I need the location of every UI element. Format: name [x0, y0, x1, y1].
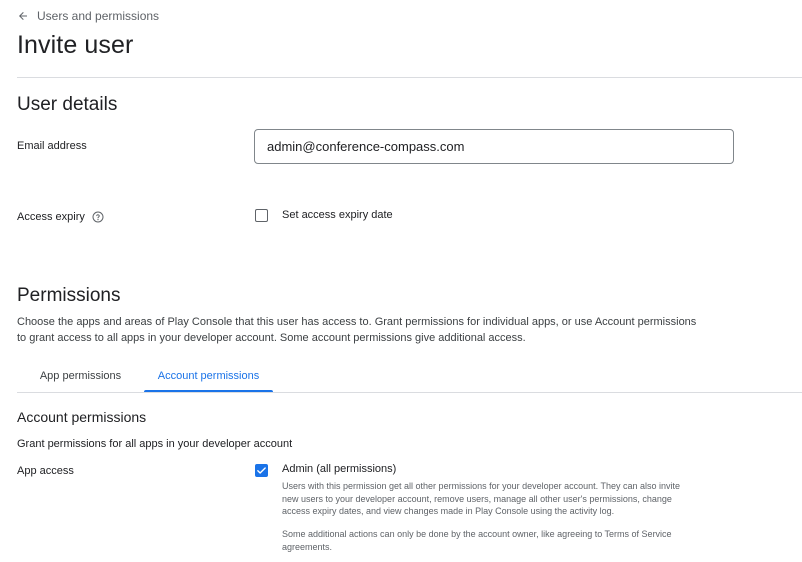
- access-expiry-text: Access expiry: [17, 211, 85, 223]
- admin-description-line: access expiry dates, and view changes made in Play Console using the activity log.: [282, 506, 615, 516]
- expiry-checkbox-label[interactable]: Set access expiry date: [282, 209, 393, 221]
- access-expiry-label: [17, 211, 104, 223]
- back-link[interactable]: [17, 9, 159, 23]
- tab-app-permissions-label: App permissions: [39, 370, 122, 382]
- admin-description: [282, 480, 742, 518]
- permissions-description-line-2: to grant access to all apps in your developer account. Some account permissions give additional access.: [17, 332, 526, 344]
- tab-app-permissions[interactable]: [17, 360, 144, 392]
- tab-account-permissions[interactable]: [144, 360, 273, 392]
- expiry-checkbox[interactable]: [255, 209, 268, 222]
- arrow-back-icon: [17, 10, 29, 22]
- admin-checkbox[interactable]: [255, 464, 268, 477]
- app-access-label: App access: [17, 465, 74, 477]
- back-link-label: Users and permissions: [37, 9, 160, 23]
- permissions-description-line-1: Choose the apps and areas of Play Console that this user has access to. Grant permissions for individual apps, or use Account permissions: [17, 316, 697, 328]
- permissions-title: Permissions: [17, 285, 121, 306]
- permissions-tabs: [17, 360, 802, 392]
- user-details-title: User details: [17, 94, 118, 115]
- account-permissions-title: Account permissions: [17, 409, 147, 425]
- email-label: Email address: [17, 140, 87, 152]
- header-divider: [17, 77, 802, 78]
- account-permissions-subtitle: Grant permissions for all apps in your developer account: [17, 438, 293, 450]
- tab-account-permissions-label: Account permissions: [157, 370, 260, 382]
- owner-note: [282, 528, 742, 553]
- tabs-divider: [17, 392, 802, 393]
- admin-description-line: Users with this permission get all other permissions for your developer account. They can also invite: [282, 481, 681, 491]
- page-title: Invite user: [17, 31, 134, 59]
- admin-description-line: new users to your developer account, remove users, manage all other user's permissions, change: [282, 493, 672, 504]
- email-input[interactable]: [254, 129, 734, 164]
- checkmark-icon: [256, 465, 267, 476]
- admin-checkbox-label[interactable]: Admin (all permissions): [282, 463, 397, 475]
- help-icon[interactable]: [92, 211, 104, 223]
- owner-note-line: agreements.: [282, 541, 333, 552]
- owner-note-line: Some additional actions can only be done by the account owner, like agreeing to Terms of Service: [282, 529, 672, 539]
